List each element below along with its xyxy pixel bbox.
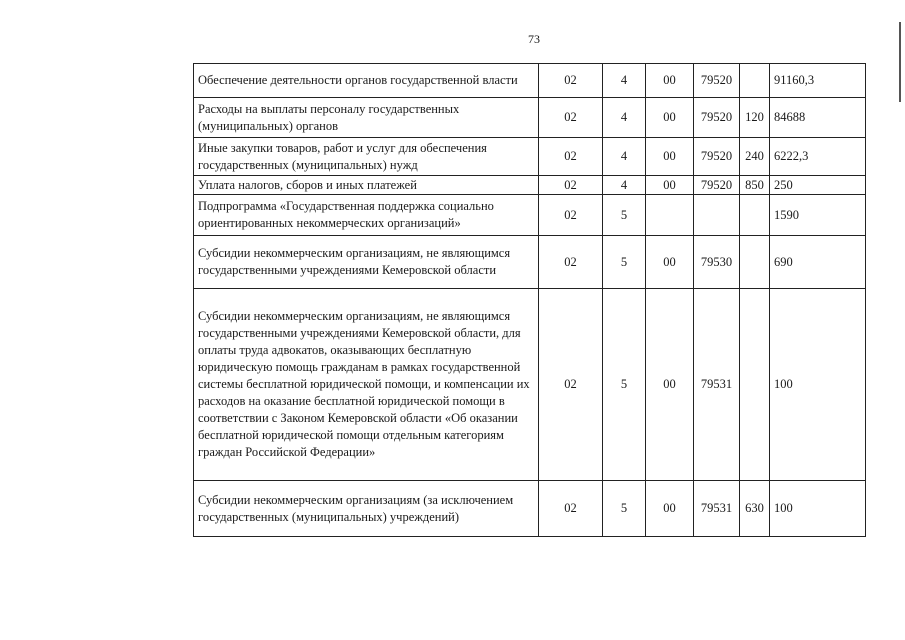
row-name: Обеспечение деятельности органов государственной власти xyxy=(194,64,539,98)
amount: 84688 xyxy=(770,98,866,138)
subsection-code: 4 xyxy=(603,138,646,176)
section-code: 02 xyxy=(539,481,603,537)
subsection-code: 5 xyxy=(603,236,646,289)
article-code: 79531 xyxy=(694,481,740,537)
section-code: 02 xyxy=(539,236,603,289)
section-code: 02 xyxy=(539,138,603,176)
row-name: Подпрограмма «Государственная поддержка социально ориентированных некоммерческих организаций» xyxy=(194,195,539,236)
section-code: 02 xyxy=(539,98,603,138)
subsection-code: 5 xyxy=(603,481,646,537)
row-name: Субсидии некоммерческим организациям, не являющимся государственными учреждениями Кемеровской области xyxy=(194,236,539,289)
program-code: 00 xyxy=(646,138,694,176)
article-code: 79520 xyxy=(694,64,740,98)
section-code: 02 xyxy=(539,176,603,195)
table-row xyxy=(194,98,866,138)
row-name: Расходы на выплаты персоналу государственных (муниципальных) органов xyxy=(194,98,539,138)
budget-table xyxy=(193,63,866,537)
expense-type-code xyxy=(740,64,770,98)
subsection-code: 4 xyxy=(603,98,646,138)
article-code: 79520 xyxy=(694,98,740,138)
row-name: Иные закупки товаров, работ и услуг для обеспечения государственных (муниципальных) нужд xyxy=(194,138,539,176)
article-code: 79531 xyxy=(694,289,740,481)
amount: 690 xyxy=(770,236,866,289)
table-row xyxy=(194,138,866,176)
subsection-code: 5 xyxy=(603,289,646,481)
program-code: 00 xyxy=(646,481,694,537)
expense-type-code: 240 xyxy=(740,138,770,176)
amount: 6222,3 xyxy=(770,138,866,176)
table-row xyxy=(194,64,866,98)
program-code: 00 xyxy=(646,289,694,481)
program-code: 00 xyxy=(646,176,694,195)
row-name: Субсидии некоммерческим организациям (за исключением государственных (муниципальных) учреждений) xyxy=(194,481,539,537)
section-code: 02 xyxy=(539,289,603,481)
section-code: 02 xyxy=(539,195,603,236)
subsection-code: 4 xyxy=(603,176,646,195)
expense-type-code xyxy=(740,289,770,481)
amount: 100 xyxy=(770,481,866,537)
program-code: 00 xyxy=(646,64,694,98)
page-edge-line xyxy=(899,22,901,102)
expense-type-code xyxy=(740,195,770,236)
program-code: 00 xyxy=(646,98,694,138)
table-row xyxy=(194,236,866,289)
article-code: 79520 xyxy=(694,138,740,176)
table-row xyxy=(194,289,866,481)
article-code: 79530 xyxy=(694,236,740,289)
article-code: 79520 xyxy=(694,176,740,195)
amount: 100 xyxy=(770,289,866,481)
expense-type-code: 850 xyxy=(740,176,770,195)
table-row xyxy=(194,176,866,195)
amount: 91160,3 xyxy=(770,64,866,98)
expense-type-code: 630 xyxy=(740,481,770,537)
section-code: 02 xyxy=(539,64,603,98)
subsection-code: 5 xyxy=(603,195,646,236)
program-code: 00 xyxy=(646,236,694,289)
row-name: Субсидии некоммерческим организациям, не являющимся государственными учреждениями Кемеровской области, для оплаты труда адвокатов, оказывающих бесплатную юридическую помощь гражданам в рамках государственной системы бесплатной юридической помощи, и компенсации их расходов на оказание бесплатной юридической помощи в соответствии с Законом Кемеровской области «Об оказании бесплатной юридической помощи отдельным категориям граждан Российской Федерации» xyxy=(194,289,539,481)
table-row xyxy=(194,195,866,236)
expense-type-code xyxy=(740,236,770,289)
amount: 1590 xyxy=(770,195,866,236)
article-code xyxy=(694,195,740,236)
amount: 250 xyxy=(770,176,866,195)
program-code xyxy=(646,195,694,236)
row-name: Уплата налогов, сборов и иных платежей xyxy=(194,176,539,195)
table-row xyxy=(194,481,866,537)
subsection-code: 4 xyxy=(603,64,646,98)
expense-type-code: 120 xyxy=(740,98,770,138)
page-number: 73 xyxy=(528,32,540,46)
